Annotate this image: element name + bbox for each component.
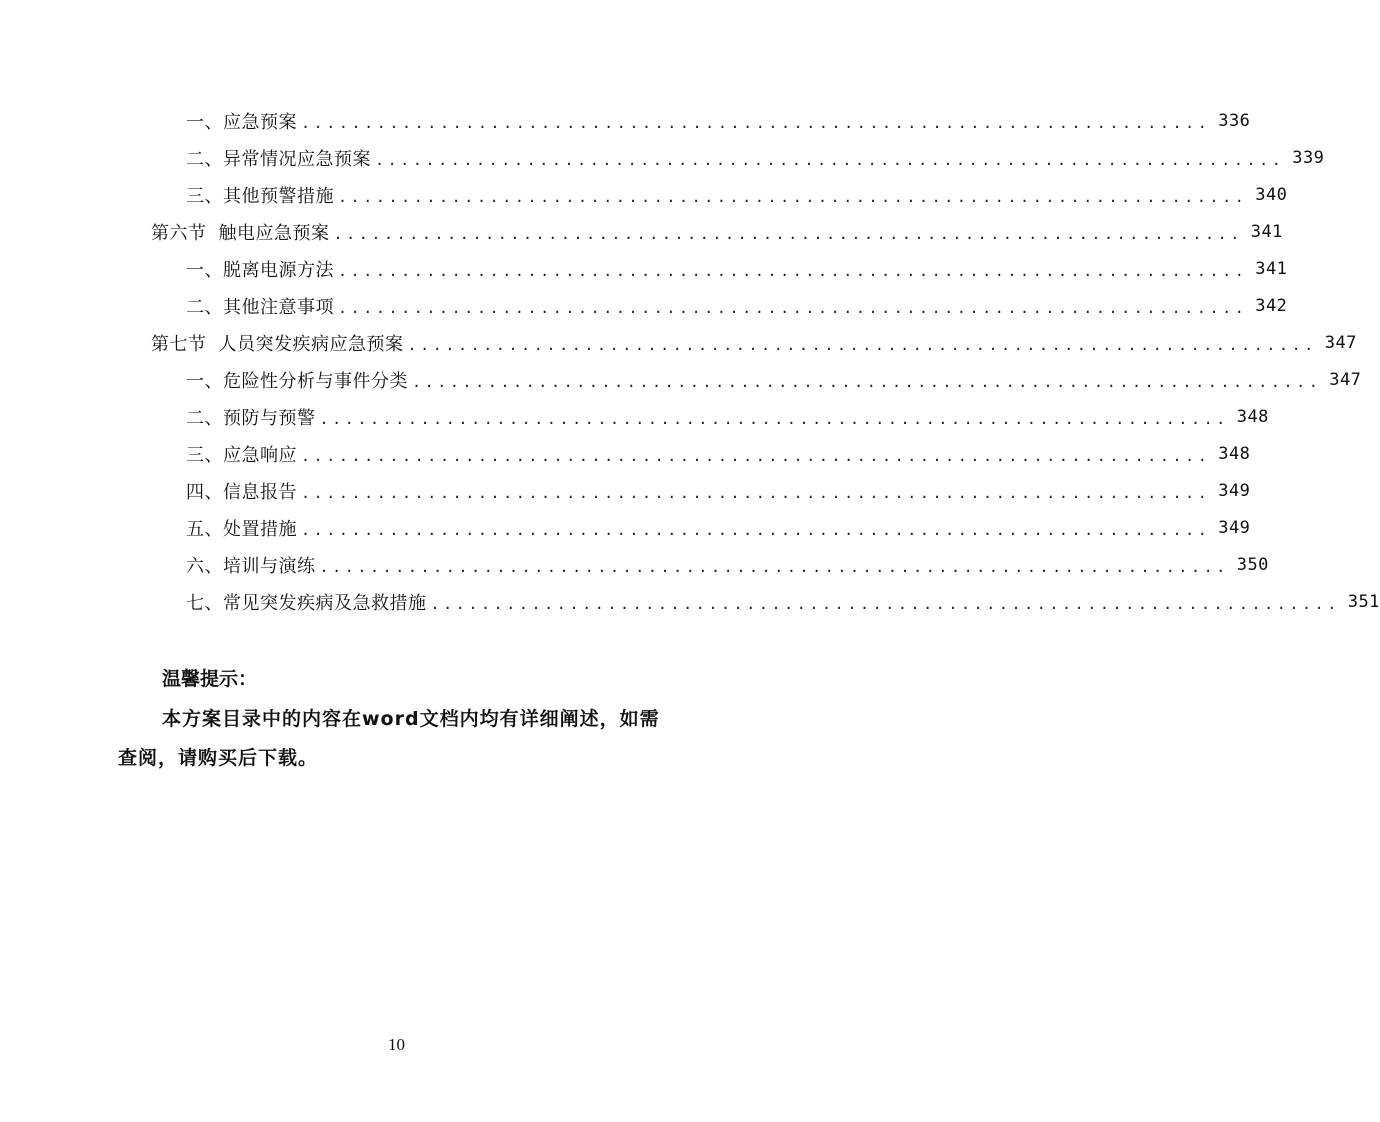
toc-entry-label: 三、应急响应 [186, 444, 297, 466]
toc-entry-label: 五、处置措施 [186, 518, 297, 540]
toc-entry[interactable] [186, 398, 1269, 435]
toc-section-entry[interactable] [151, 324, 1357, 361]
toc-page-number: 351 [1347, 591, 1380, 612]
toc-leader-dots: ........................................................................ [301, 520, 1211, 539]
toc-page-number: 349 [1218, 517, 1251, 538]
toc-page-number: 349 [1218, 480, 1251, 501]
toc-page-number: 342 [1255, 295, 1288, 316]
toc-entry[interactable] [186, 102, 1251, 139]
page-number: 10 [388, 1035, 405, 1054]
toc-entry-label: 四、信息报告 [186, 481, 297, 503]
toc-entry[interactable] [186, 361, 1362, 398]
toc-page-number: 350 [1236, 554, 1269, 575]
toc-entry[interactable] [186, 583, 1380, 620]
toc-page-number: 348 [1236, 406, 1269, 427]
toc-entry-label: 二、预防与预警 [186, 407, 316, 429]
toc-leader-dots: ........................................................................ [375, 150, 1285, 169]
toc-leader-dots: ........................................................................ [412, 372, 1322, 391]
toc-page-number: 336 [1218, 110, 1251, 131]
toc-entry[interactable] [186, 139, 1325, 176]
toc-leader-dots: ........................................................................ [430, 594, 1340, 613]
toc-leader-dots: ........................................................................ [319, 409, 1229, 428]
toc-leader-dots: ........................................................................ [407, 335, 1317, 354]
toc-section-title: 触电应急预案 [218, 222, 330, 244]
toc-entry[interactable] [186, 546, 1269, 583]
toc-entry-label: 一、脱离电源方法 [186, 259, 334, 281]
toc-entry-label [151, 219, 330, 245]
toc-page-number: 347 [1329, 369, 1362, 390]
toc-entry-label: 六、培训与演练 [186, 555, 316, 577]
toc-entry-label: 二、其他注意事项 [186, 296, 334, 318]
toc-section-entry[interactable] [151, 213, 1283, 250]
toc-page-number: 340 [1255, 184, 1288, 205]
toc-entry[interactable] [186, 176, 1288, 213]
toc-leader-dots: ........................................................................ [301, 446, 1211, 465]
toc-leader-dots: ........................................................................ [333, 224, 1243, 243]
toc-section-number: 第七节 [151, 333, 207, 355]
toc-entry-label [151, 330, 404, 356]
toc-entry-label: 一、应急预案 [186, 111, 297, 133]
toc-page-number: 341 [1255, 258, 1288, 279]
toc-entry[interactable] [186, 509, 1251, 546]
toc-leader-dots: ........................................................................ [301, 483, 1211, 502]
notice-title: 温馨提示： [162, 668, 258, 690]
toc-entry[interactable] [186, 287, 1288, 324]
toc-leader-dots: ........................................................................ [301, 113, 1211, 132]
toc-entry-label: 三、其他预警措施 [186, 185, 334, 207]
toc-entry-label: 一、危险性分析与事件分类 [186, 370, 408, 392]
toc-entry[interactable] [186, 250, 1288, 287]
toc-page-number: 347 [1324, 332, 1357, 353]
toc-section-title: 人员突发疾病应急预案 [218, 333, 404, 355]
toc-entry[interactable] [186, 435, 1251, 472]
toc-page-number: 339 [1292, 147, 1325, 168]
toc-entry-label: 七、常见突发疾病及急救措施 [186, 592, 427, 614]
toc-entry-label: 二、异常情况应急预案 [186, 148, 371, 170]
toc-leader-dots: ........................................................................ [319, 557, 1229, 576]
toc-leader-dots: ........................................................................ [338, 261, 1248, 280]
toc-entry[interactable] [186, 472, 1251, 509]
toc-page-number: 348 [1218, 443, 1251, 464]
toc-section-number: 第六节 [151, 222, 207, 244]
notice-body: 本方案目录中的内容在word文档内均有详细阐述，如需查阅，请购买后下载。 [118, 708, 660, 769]
toc-leader-dots: ........................................................................ [338, 187, 1248, 206]
toc-leader-dots: ........................................................................ [338, 298, 1248, 317]
toc-page-number: 341 [1250, 221, 1283, 242]
